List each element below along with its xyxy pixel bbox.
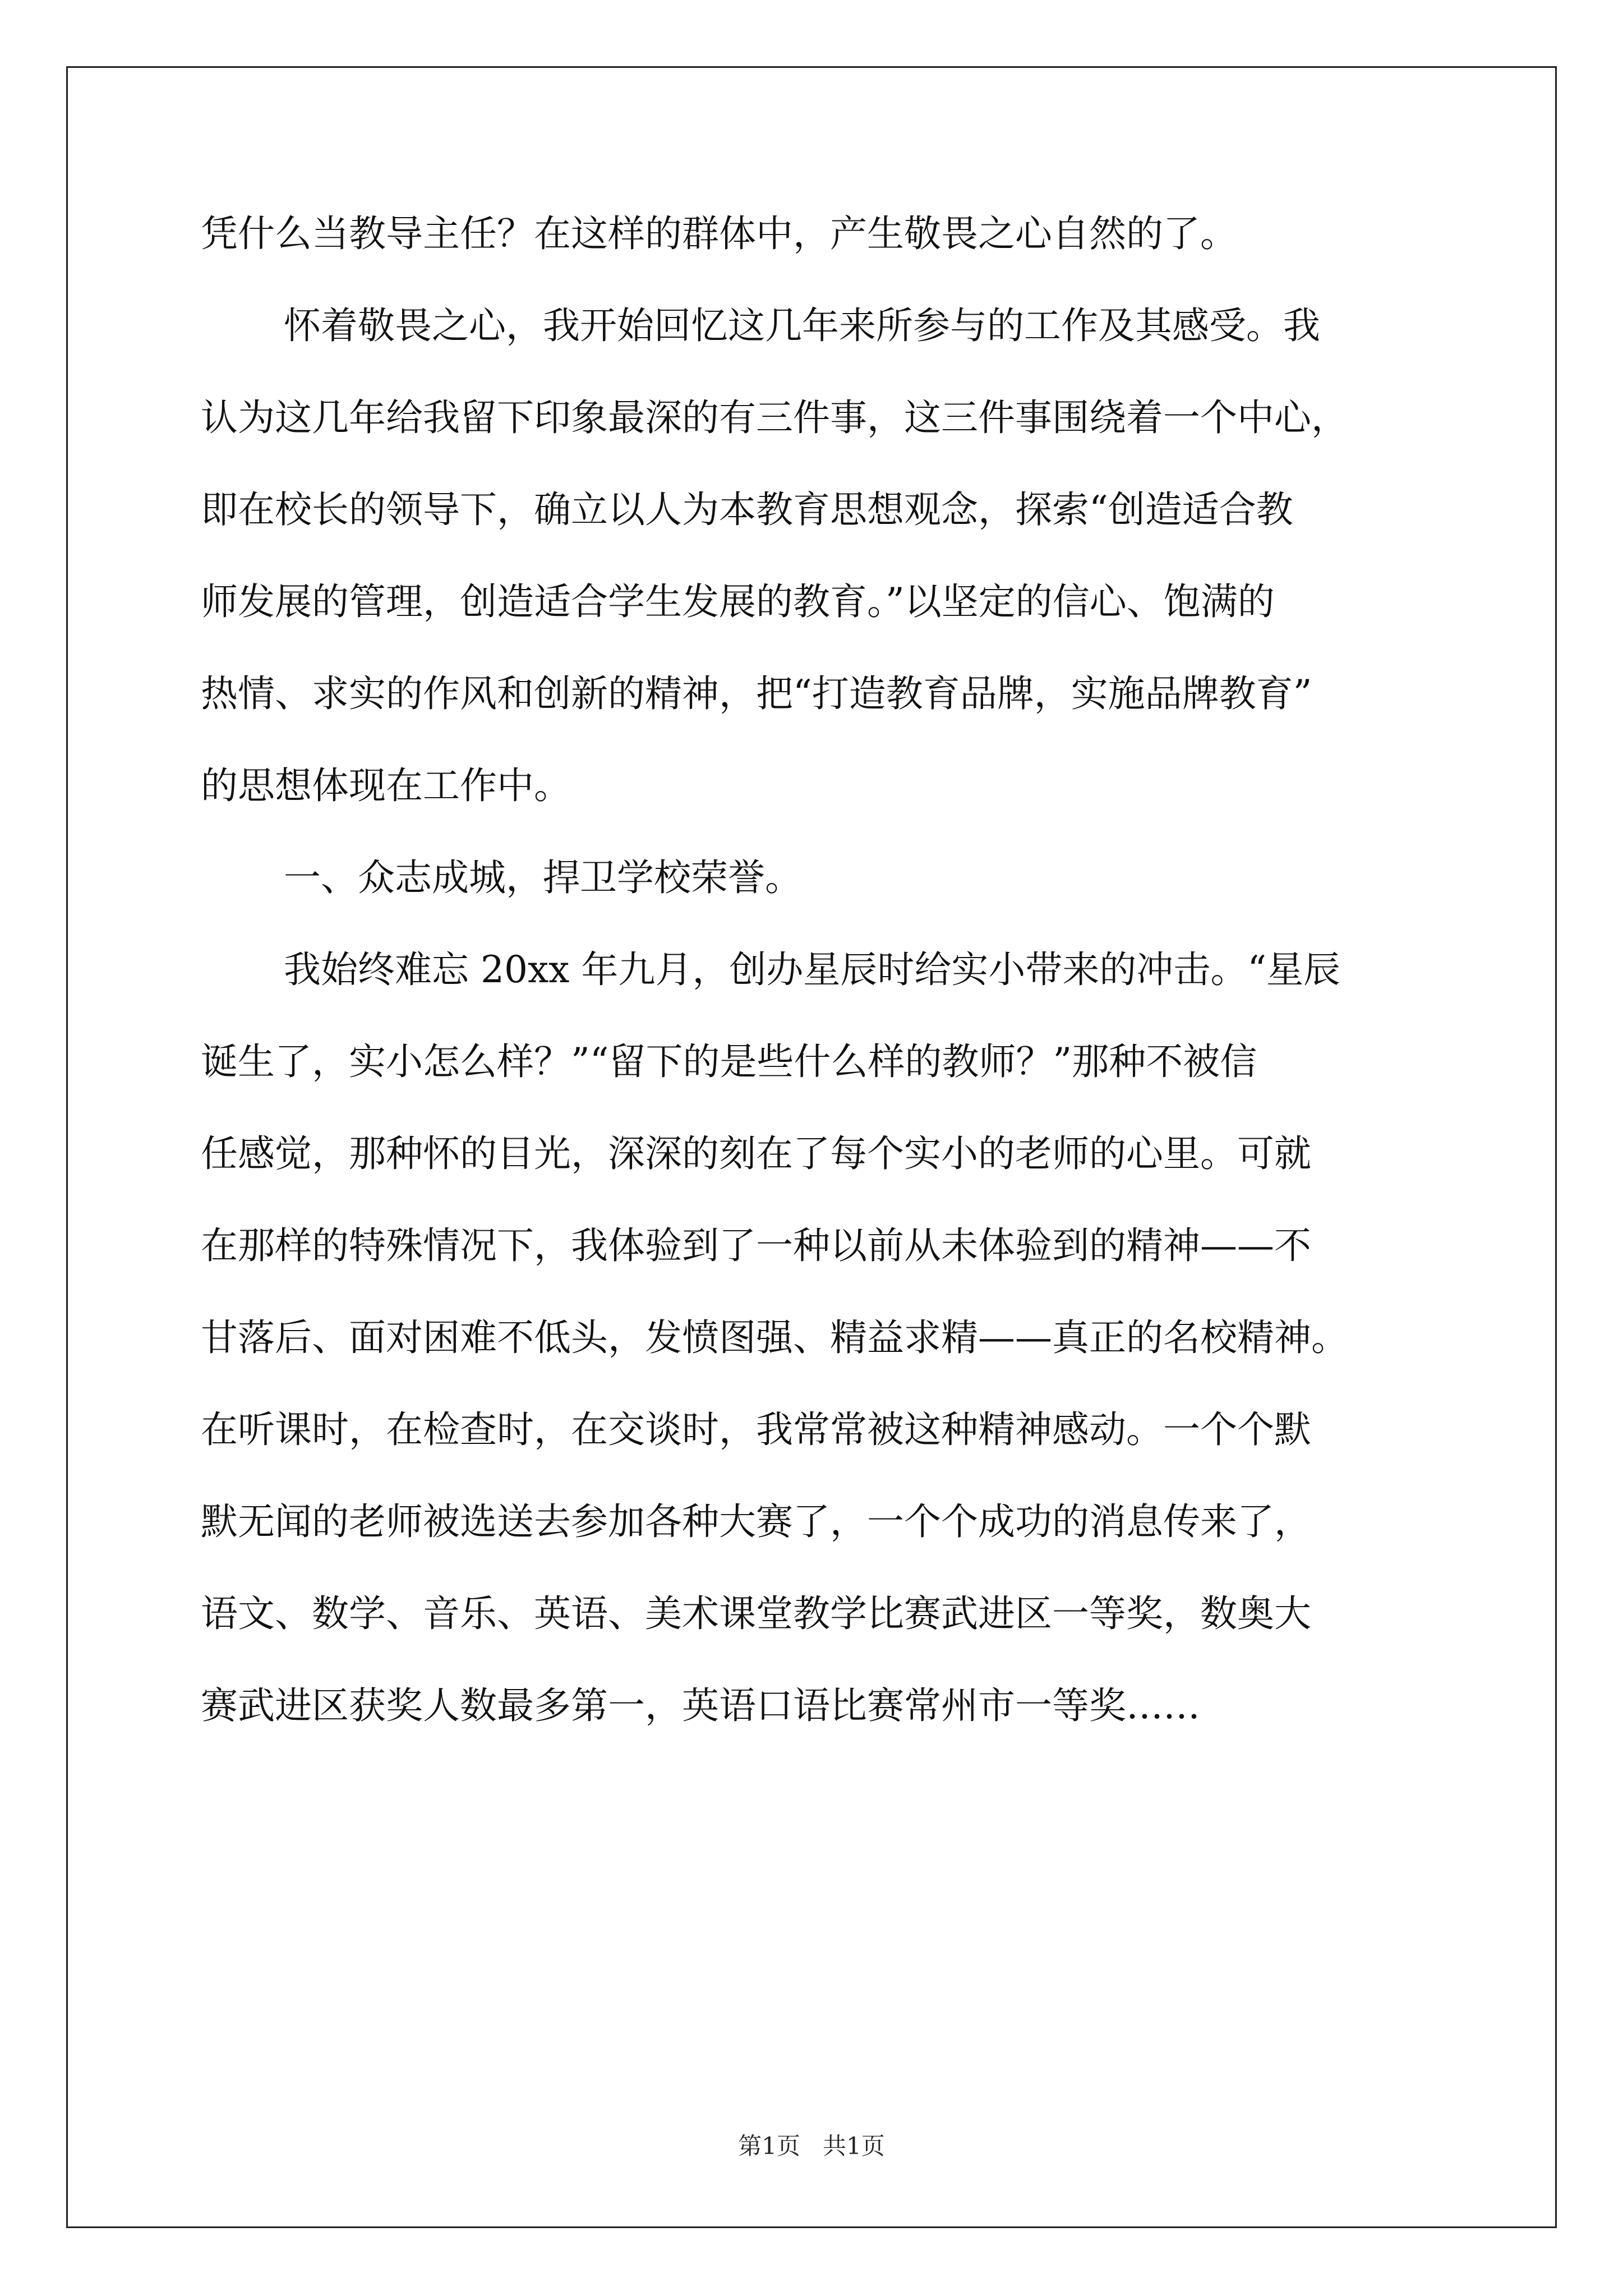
text-line: 诞生了，实小怎么样？”“留下的是些什么样的教师？”那种不被信 (201, 1040, 1257, 1083)
text-line: 凭什么当教导主任？在这样的群体中，产生敬畏之心自然的了。 (201, 212, 1237, 255)
page-footer (0, 2131, 1623, 2162)
text-line: 任感觉，那种怀的目光，深深的刻在了每个实小的老师的心里。可就 (201, 1132, 1311, 1175)
page-total: 共1页 (823, 2132, 885, 2160)
text-line: 师发展的管理，创造适合学生发展的教育。”以坚定的信心、饱满的 (201, 580, 1275, 623)
text-line: 默无闻的老师被选送去参加各种大赛了，一个个成功的消息传来了， (201, 1500, 1311, 1543)
text-line: 认为这几年给我留下印象最深的有三件事，这三件事围绕着一个中心， (201, 396, 1348, 439)
text-line: 在听课时，在检查时，在交谈时，我常常被这种精神感动。一个个默 (201, 1408, 1311, 1451)
text-line: 即在校长的领导下，确立以人为本教育思想观念，探索“创造适合教 (201, 488, 1293, 531)
text-line: 甘落后、面对困难不低头，发愤图强、精益求精——真正的名校精神。 (201, 1316, 1348, 1359)
section-heading: 一、众志成城，捍卫学校荣誉。 (284, 856, 802, 899)
text-line: 语文、数学、音乐、英语、美术课堂教学比赛武进区一等奖，数奥大 (201, 1592, 1311, 1635)
text-line: 怀着敬畏之心，我开始回忆这几年来所参与的工作及其感受。我 (284, 304, 1320, 347)
text-line: 热情、求实的作风和创新的精神，把“打造教育品牌，实施品牌教育” (201, 672, 1312, 715)
text-line: 的思想体现在工作中。 (201, 764, 571, 807)
text-line: 赛武进区获奖人数最多第一，英语口语比赛常州市一等奖…… (201, 1684, 1200, 1727)
page-number: 第1页 (738, 2132, 800, 2160)
text-line: 我始终难忘 20xx 年九月，创办星辰时给实小带来的冲击。“星辰 (284, 948, 1341, 991)
text-line: 在那样的特殊情况下，我体验到了一种以前从未体验到的精神——不 (201, 1224, 1311, 1267)
